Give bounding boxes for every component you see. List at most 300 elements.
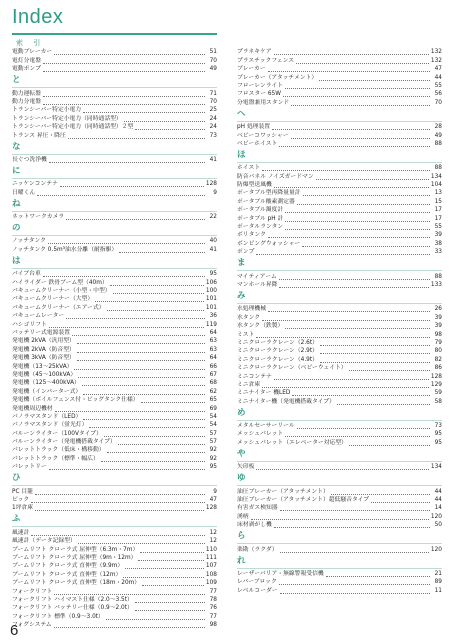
index-entry[interactable]: [12, 345, 217, 353]
dot-leader: [118, 439, 205, 445]
entry-label: ベビーコワッシャー: [237, 132, 289, 139]
dot-leader: [256, 464, 429, 470]
dot-leader: [256, 332, 430, 338]
entry-page-number: 11: [434, 587, 442, 594]
dot-leader: [291, 100, 430, 106]
dot-leader: [135, 124, 205, 130]
index-entry[interactable]: [12, 188, 217, 196]
page-number: 6: [10, 622, 19, 639]
entry-page-number: 17: [434, 215, 442, 222]
page-title: Index: [12, 6, 64, 28]
entry-label: ボンビングウォッシャー: [237, 240, 301, 247]
entry-page-number: 47: [209, 497, 217, 504]
entry-page-number: 49: [434, 132, 442, 139]
dot-leader: [280, 588, 430, 594]
entry-page-number: 95: [209, 271, 217, 278]
index-entry[interactable]: [12, 570, 217, 578]
section-heading: と: [12, 74, 217, 88]
entry-label: 日曜くん: [12, 189, 36, 196]
entry-label: トランシーバー特定小電力: [12, 107, 82, 114]
dot-leader: [292, 390, 430, 396]
dot-leader: [141, 397, 205, 403]
section-heading: ま: [237, 257, 442, 271]
entry-label: ポータブル酸素測定器: [237, 198, 295, 205]
entry-page-number: 70: [434, 99, 442, 106]
index-entry[interactable]: [12, 463, 217, 471]
dot-leader: [331, 489, 430, 495]
entry-page-number: 101: [205, 296, 217, 303]
index-entry[interactable]: [237, 239, 442, 247]
index-entry[interactable]: [237, 181, 442, 189]
index-entry[interactable]: [12, 562, 217, 570]
entry-page-number: 36: [209, 313, 217, 320]
index-entry[interactable]: [12, 504, 217, 512]
index-entry[interactable]: [12, 295, 217, 303]
section-heading: や: [237, 448, 442, 462]
dot-leader: [297, 199, 430, 205]
entry-label: ブレーカー（アタッチメント）: [237, 74, 318, 81]
entry-label: パノラマスタンド（LED）: [12, 413, 82, 420]
entry-label: プラスチックフェンス: [237, 57, 295, 64]
section-heading: な: [12, 141, 217, 155]
entry-page-number: 39: [434, 323, 442, 330]
index-entry[interactable]: [12, 379, 217, 387]
dot-leader: [251, 514, 429, 520]
entry-page-number: 47: [434, 66, 442, 73]
dot-leader: [285, 216, 430, 222]
entry-label: 油圧ブレーカー（アタッチメント）超低騒音タイプ: [237, 497, 370, 504]
index-entry[interactable]: [237, 131, 442, 139]
entry-label: 床材剥がし機: [237, 522, 272, 529]
entry-page-number: 13: [434, 190, 442, 197]
index-entry[interactable]: [237, 496, 442, 504]
index-entry[interactable]: [237, 65, 442, 73]
entry-label: ブームリフト クローラ式 直伸型（9.9m）: [12, 563, 124, 570]
entry-label: 発電機 3kVA（防音型）: [12, 355, 75, 362]
index-entry[interactable]: [12, 287, 217, 295]
index-entry[interactable]: [237, 364, 442, 372]
index-entry[interactable]: [237, 272, 442, 280]
index-column-left: [12, 48, 217, 629]
entry-label: マイティアーム: [237, 273, 277, 280]
entry-page-number: 76: [209, 605, 217, 612]
index-entry[interactable]: [237, 545, 442, 553]
entry-page-number: 24: [209, 115, 217, 122]
index-entry[interactable]: [12, 48, 217, 56]
dot-leader: [83, 107, 205, 113]
index-entry[interactable]: [12, 245, 217, 253]
index-entry[interactable]: [12, 396, 217, 404]
dot-leader: [54, 589, 205, 595]
entry-page-number: 41: [209, 156, 217, 163]
entry-label: メタルセーサーリール: [237, 423, 295, 430]
entry-label: ポータブル濁度計: [237, 207, 284, 214]
section-heading: ほ: [237, 149, 442, 163]
index-entry[interactable]: [12, 329, 217, 337]
index-entry[interactable]: [237, 521, 442, 529]
index-entry[interactable]: [237, 347, 442, 355]
dot-leader: [285, 207, 430, 213]
entry-label: 水タンク（鉄製）: [237, 323, 284, 330]
index-entry[interactable]: [237, 339, 442, 347]
entry-label: ボリタンク: [237, 232, 266, 239]
index-entry[interactable]: [12, 354, 217, 362]
index-entry[interactable]: [12, 114, 217, 122]
index-entry[interactable]: [237, 487, 442, 495]
entry-label: PC 目籠: [12, 488, 33, 495]
entry-label: バルーンライター（100Vタイプ）: [12, 430, 102, 437]
entry-label: ポータルランタン: [237, 224, 284, 231]
entry-page-number: 50: [434, 522, 442, 529]
index-entry[interactable]: [12, 106, 217, 114]
index-entry[interactable]: [12, 545, 217, 553]
index-entry[interactable]: [12, 587, 217, 595]
index-entry[interactable]: [237, 248, 442, 256]
entry-page-number: 64: [209, 355, 217, 362]
dot-leader: [60, 181, 204, 187]
entry-label: ベビーホイスト: [237, 140, 278, 147]
dot-leader: [320, 348, 430, 354]
index-entry[interactable]: [237, 82, 442, 90]
entry-page-number: 17: [434, 207, 442, 214]
entry-page-number: 104: [430, 182, 442, 189]
section-heading: ゆ: [237, 472, 442, 486]
entry-page-number: 134: [430, 173, 442, 180]
index-entry[interactable]: [12, 454, 217, 462]
section-heading: は: [12, 255, 217, 269]
entry-page-number: 101: [205, 304, 217, 311]
dot-leader: [302, 241, 430, 247]
entry-label: ミニナイター 機LED: [237, 390, 291, 397]
entry-page-number: 55: [434, 224, 442, 231]
index-entry[interactable]: [12, 320, 217, 328]
index-entry[interactable]: [237, 322, 442, 330]
dot-leader: [74, 364, 205, 370]
entry-page-number: 107: [205, 563, 217, 570]
entry-page-number: 129: [430, 381, 442, 388]
index-entry[interactable]: [12, 89, 217, 97]
dot-leader: [274, 374, 429, 380]
entry-page-number: 79: [434, 339, 442, 346]
dot-leader: [55, 406, 205, 412]
index-entry[interactable]: [237, 381, 442, 389]
index-entry[interactable]: [237, 281, 442, 289]
entry-page-number: 98: [434, 331, 442, 338]
entry-label: マンホール昇降: [237, 281, 278, 288]
dot-leader: [49, 322, 204, 328]
index-entry[interactable]: [12, 371, 217, 379]
index-entry[interactable]: [12, 270, 217, 278]
entry-label: 分電盤兼用スタンド: [237, 99, 290, 106]
index-entry[interactable]: [237, 206, 442, 214]
index-entry[interactable]: [237, 463, 442, 471]
entry-label: 動力運転盤: [12, 90, 41, 97]
entry-page-number: 66: [209, 363, 217, 370]
index-entry[interactable]: [12, 429, 217, 437]
entry-page-number: 26: [434, 306, 442, 313]
entry-page-number: 109: [205, 580, 217, 587]
entry-page-number: 44: [434, 74, 442, 81]
dot-leader: [43, 91, 205, 97]
entry-label: フォークリフト バッテリー仕様（0.9～2.0t）: [12, 605, 133, 612]
entry-label: ミスト: [237, 331, 255, 338]
index-entry[interactable]: [237, 430, 442, 438]
index-entry[interactable]: [12, 180, 217, 188]
index-entry[interactable]: [237, 140, 442, 148]
entry-label: ブームリフト クローラ式 直伸型（18m・20m）: [12, 580, 141, 587]
index-entry[interactable]: [12, 312, 217, 320]
entry-page-number: 89: [434, 579, 442, 586]
index-entry[interactable]: [237, 214, 442, 222]
entry-label: ピック: [12, 497, 30, 504]
index-entry[interactable]: [12, 123, 217, 131]
index-entry[interactable]: [237, 422, 442, 430]
index-column-right: [237, 48, 442, 595]
entry-page-number: 88: [434, 140, 442, 147]
entry-label: 発電機（125～400kVA）: [12, 380, 80, 387]
section-heading: れ: [237, 555, 442, 569]
entry-page-number: 55: [434, 82, 442, 89]
index-entry[interactable]: [237, 98, 442, 106]
entry-label: 水処理機械: [237, 306, 266, 313]
dot-leader: [349, 440, 430, 446]
dot-leader: [89, 422, 205, 428]
index-entry[interactable]: [237, 73, 442, 81]
index-entry[interactable]: [237, 172, 442, 180]
entry-page-number: 38: [434, 240, 442, 247]
index-entry[interactable]: [237, 223, 442, 231]
index-entry[interactable]: [12, 337, 217, 345]
page-subtitle: 索 引: [16, 39, 45, 47]
entry-label: 楽勘（ラクダ）: [237, 546, 278, 553]
index-entry[interactable]: [12, 65, 217, 73]
section-heading: め: [237, 407, 442, 421]
index-entry[interactable]: [12, 98, 217, 106]
index-entry[interactable]: [12, 621, 217, 629]
index-entry[interactable]: [12, 537, 217, 545]
index-entry[interactable]: [237, 123, 442, 131]
index-entry[interactable]: [237, 56, 442, 64]
entry-page-number: 63: [209, 338, 217, 345]
dot-leader: [72, 330, 205, 336]
index-entry[interactable]: [237, 164, 442, 172]
dot-leader: [337, 399, 430, 405]
index-entry[interactable]: [12, 487, 217, 495]
entry-page-number: 134: [430, 464, 442, 471]
entry-page-number: 51: [209, 49, 217, 56]
index-entry[interactable]: [12, 413, 217, 421]
dot-leader: [78, 372, 205, 378]
entry-label: プラネキケア: [237, 49, 272, 56]
index-entry[interactable]: [12, 362, 217, 370]
dot-leader: [107, 447, 205, 453]
dot-leader: [279, 282, 428, 288]
entry-page-number: 95: [209, 464, 217, 471]
index-entry[interactable]: [12, 496, 217, 504]
index-entry[interactable]: [237, 372, 442, 380]
entry-label: バキュームクリーナー（大型）: [12, 296, 94, 303]
index-entry[interactable]: [237, 313, 442, 321]
entry-page-number: 108: [205, 571, 217, 578]
entry-label: 発電機（13～25kVA）: [12, 363, 73, 370]
index-entry[interactable]: [237, 438, 442, 446]
entry-label: フロスター 65W: [237, 91, 281, 98]
index-entry[interactable]: [237, 586, 442, 594]
entry-label: 風速計: [12, 529, 30, 536]
entry-label: 有害ガス検知器: [237, 505, 278, 512]
dot-leader: [124, 116, 205, 122]
dot-leader: [35, 505, 204, 511]
entry-label: 油圧ブレーカー（アタッチメント）: [237, 488, 329, 495]
index-entry[interactable]: [12, 596, 217, 604]
entry-label: トランシーバー特定小電力（同時通話型）: [12, 115, 122, 122]
entry-page-number: 128: [205, 505, 217, 512]
entry-label: ハイライダー 鉄骨ブーム型（40m）: [12, 279, 108, 286]
index-entry[interactable]: [237, 578, 442, 586]
entry-label: ポータブル pH 計: [237, 215, 284, 222]
dot-leader: [66, 214, 205, 220]
entry-page-number: 49: [209, 66, 217, 73]
entry-page-number: 70: [209, 98, 217, 105]
dot-leader: [371, 497, 430, 503]
entry-label: レーザーパリア・無線警報受信機: [237, 570, 324, 577]
entry-page-number: 54: [209, 422, 217, 429]
index-entry[interactable]: [237, 512, 442, 520]
entry-label: 長ぐつ洗浄機: [12, 156, 47, 163]
entry-label: ポータブル型再降量量計: [237, 190, 301, 197]
index-entry[interactable]: [12, 131, 217, 139]
index-entry[interactable]: [12, 237, 217, 245]
entry-page-number: 106: [205, 279, 217, 286]
index-entry[interactable]: [12, 303, 217, 311]
dot-leader: [274, 182, 429, 188]
index-entry[interactable]: [237, 90, 442, 98]
entry-label: ホイスト: [237, 165, 261, 172]
index-entry[interactable]: [237, 355, 442, 363]
entry-label: ノッチタンク: [12, 238, 46, 245]
entry-page-number: 28: [434, 124, 442, 131]
entry-label: pH 処理装置: [237, 124, 271, 131]
index-entry[interactable]: [12, 213, 217, 221]
entry-label: ブームリフト クローラ式 屈伸型（9m・12m）: [12, 554, 137, 561]
index-entry[interactable]: [237, 231, 442, 239]
entry-page-number: 65: [209, 397, 217, 404]
entry-page-number: 39: [434, 314, 442, 321]
entry-label: ミニ倉庫: [237, 381, 261, 388]
entry-label: ブレーカー: [237, 66, 266, 73]
entry-page-number: 44: [434, 497, 442, 504]
entry-label: パノラマスタンド（蛍光灯）: [12, 422, 88, 429]
entry-page-number: 71: [209, 90, 217, 97]
index-entry[interactable]: [237, 305, 442, 313]
entry-page-number: 9: [213, 189, 217, 196]
index-entry[interactable]: [12, 156, 217, 164]
entry-label: バルーンライター（発電機搭載タイプ）: [12, 439, 116, 446]
dot-leader: [326, 571, 430, 577]
entry-page-number: 64: [209, 329, 217, 336]
entry-label: ポンプ: [237, 249, 255, 256]
dot-leader: [43, 99, 205, 105]
index-entry[interactable]: [12, 421, 217, 429]
index-entry[interactable]: [12, 387, 217, 395]
dot-leader: [78, 538, 205, 544]
index-entry[interactable]: [237, 48, 442, 56]
dot-leader: [54, 622, 205, 628]
entry-page-number: 59: [434, 390, 442, 397]
entry-page-number: 133: [430, 281, 442, 288]
index-entry[interactable]: [12, 446, 217, 454]
dot-leader: [316, 174, 429, 180]
dot-leader: [279, 274, 430, 280]
index-entry[interactable]: [237, 197, 442, 205]
entry-page-number: 25: [209, 107, 217, 114]
dot-leader: [135, 605, 205, 611]
entry-label: 湧柄: [237, 513, 249, 520]
dot-leader: [268, 306, 430, 312]
index-entry[interactable]: [12, 438, 217, 446]
entry-page-number: 33: [434, 249, 442, 256]
dot-leader: [125, 563, 204, 569]
dot-leader: [256, 249, 430, 255]
entry-page-number: 100: [205, 288, 217, 295]
entry-page-number: 86: [434, 365, 442, 372]
index-entry[interactable]: [237, 570, 442, 578]
entry-label: フォークリフト: [12, 588, 53, 595]
index-entry[interactable]: [12, 278, 217, 286]
entry-page-number: 111: [205, 554, 217, 561]
entry-page-number: 120: [430, 546, 442, 553]
index-entry[interactable]: [237, 397, 442, 405]
dot-leader: [319, 75, 430, 81]
entry-page-number: 92: [209, 455, 217, 462]
index-entry[interactable]: [12, 56, 217, 64]
index-entry[interactable]: [237, 389, 442, 397]
dot-leader: [43, 58, 205, 64]
entry-label: フォークリフト 標準（0.9～3.0t）: [12, 613, 104, 620]
entry-label: バキュームクリーナー（エアー式）: [12, 304, 105, 311]
section-heading: ね: [12, 198, 217, 212]
entry-page-number: 44: [434, 488, 442, 495]
entry-label: ミニクローラクレーン（ベビーウェイト）: [237, 365, 347, 372]
entry-page-number: 57: [209, 430, 217, 437]
dot-leader: [54, 49, 205, 55]
dot-leader: [106, 614, 205, 620]
entry-page-number: 120: [430, 513, 442, 520]
index-entry[interactable]: [237, 330, 442, 338]
index-entry[interactable]: [237, 504, 442, 512]
entry-page-number: 54: [209, 413, 217, 420]
index-entry[interactable]: [237, 189, 442, 197]
entry-page-number: 67: [209, 371, 217, 378]
dot-leader: [66, 313, 205, 319]
entry-page-number: 15: [434, 198, 442, 205]
entry-label: メッシュパレット（エレベーター対応型）: [237, 439, 347, 446]
entry-label: パレットトラック（低床・構移動）: [12, 447, 105, 454]
index-entry[interactable]: [12, 604, 217, 612]
entry-page-number: 9: [213, 488, 217, 495]
entry-page-number: 119: [205, 321, 217, 328]
entry-label: ミニクローラクレーン（4.9t）: [237, 356, 318, 363]
dot-leader: [142, 580, 204, 586]
dot-leader: [77, 355, 205, 361]
index-entry[interactable]: [12, 404, 217, 412]
dot-leader: [279, 141, 430, 147]
index-entry[interactable]: [12, 554, 217, 562]
index-entry[interactable]: [12, 528, 217, 536]
entry-label: バッテリー式電源装置: [12, 329, 70, 336]
index-entry[interactable]: [12, 612, 217, 620]
index-entry[interactable]: [12, 579, 217, 587]
